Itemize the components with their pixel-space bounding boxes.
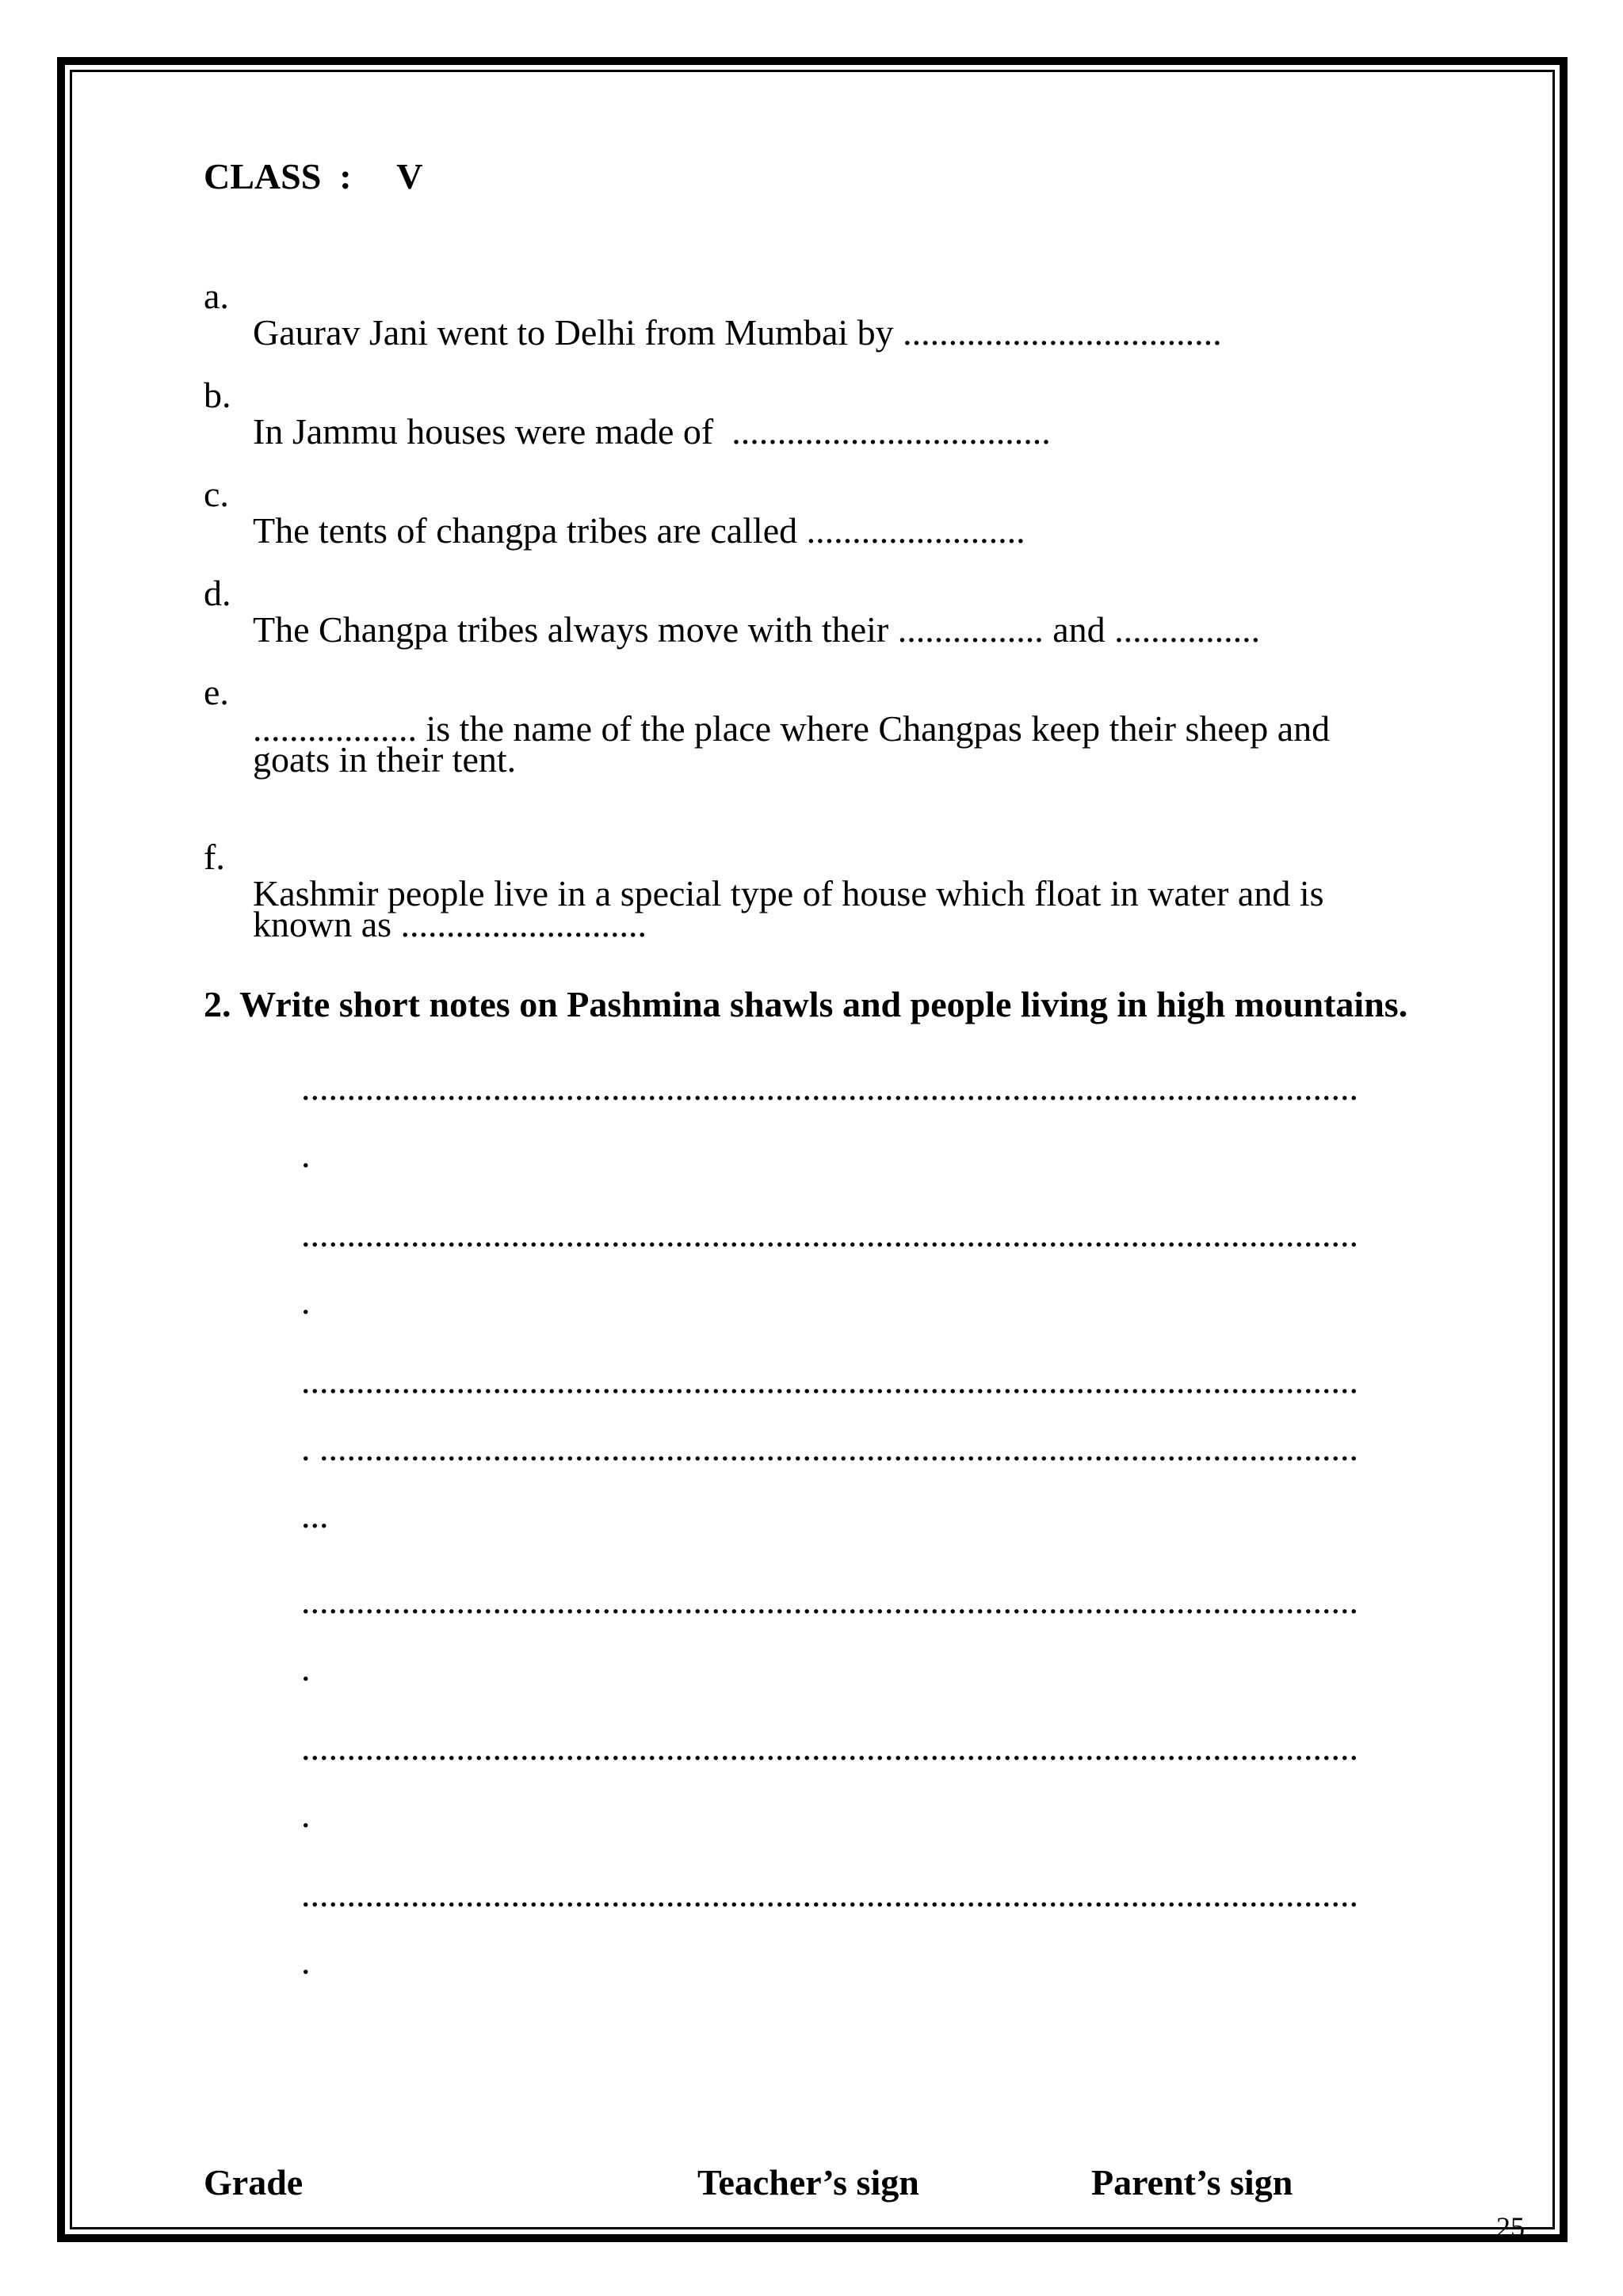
answer-line: . [301, 1135, 311, 1175]
question-text: known as ........................... [253, 904, 647, 944]
question-d [204, 539, 1261, 650]
question-text: The tents of changpa tribes are called ........................ [253, 510, 1025, 551]
question-letter: d. [204, 573, 231, 613]
class-heading: CLASS : V [204, 156, 423, 196]
question-letter: b. [204, 375, 231, 415]
question-text: The Changpa tribes always move with their ................ and ................ [253, 609, 1261, 650]
question-text: Kashmir people live in a special type of house which float in water and is [253, 873, 1324, 913]
question-b [204, 341, 1051, 452]
question-text: .................. is the name of the place where Changpas keep their sheep and [253, 708, 1331, 749]
question-text: In Jammu houses were made of ................................... [253, 411, 1051, 452]
question-c [204, 440, 1025, 551]
answer-line: .................................................................................................................... [301, 1874, 1358, 1914]
question-letter: a. [204, 276, 229, 316]
question-a [204, 242, 1222, 353]
question-text: goats in their tent. [253, 739, 517, 780]
answer-line: . [301, 1941, 311, 1981]
answer-line: . [301, 1281, 311, 1322]
answer-line: .................................................................................................................... [301, 1727, 1358, 1768]
question-f-continued [204, 870, 647, 944]
answer-line: . [301, 1794, 311, 1835]
question-text: Gaurav Jani went to Delhi from Mumbai by ................................... [253, 312, 1222, 353]
teacher-sign-label: Teacher’s sign [697, 2162, 919, 2203]
answer-line: . [301, 1648, 311, 1688]
answer-line: .................................................................................................................... [301, 1360, 1358, 1401]
answer-line: .................................................................................................................... [301, 1581, 1358, 1621]
question-letter: e. [204, 672, 229, 712]
grade-label: Grade [204, 2162, 304, 2203]
answer-line: ... [301, 1495, 329, 1535]
answer-line: .................................................................................................................... [301, 1214, 1358, 1254]
question-letter: f. [204, 837, 225, 877]
answer-line: .................................................................................................................... [301, 1067, 1358, 1108]
page-number: 25 [1496, 2211, 1525, 2243]
question-e-continued [204, 705, 517, 780]
answer-line: . .................................................................................................................. [301, 1428, 1358, 1468]
section-2-heading: 2. Write short notes on Pashmina shawls and people living in high mountains. [204, 984, 1408, 1024]
question-letter: c. [204, 474, 229, 514]
parent-sign-label: Parent’s sign [1091, 2162, 1293, 2203]
